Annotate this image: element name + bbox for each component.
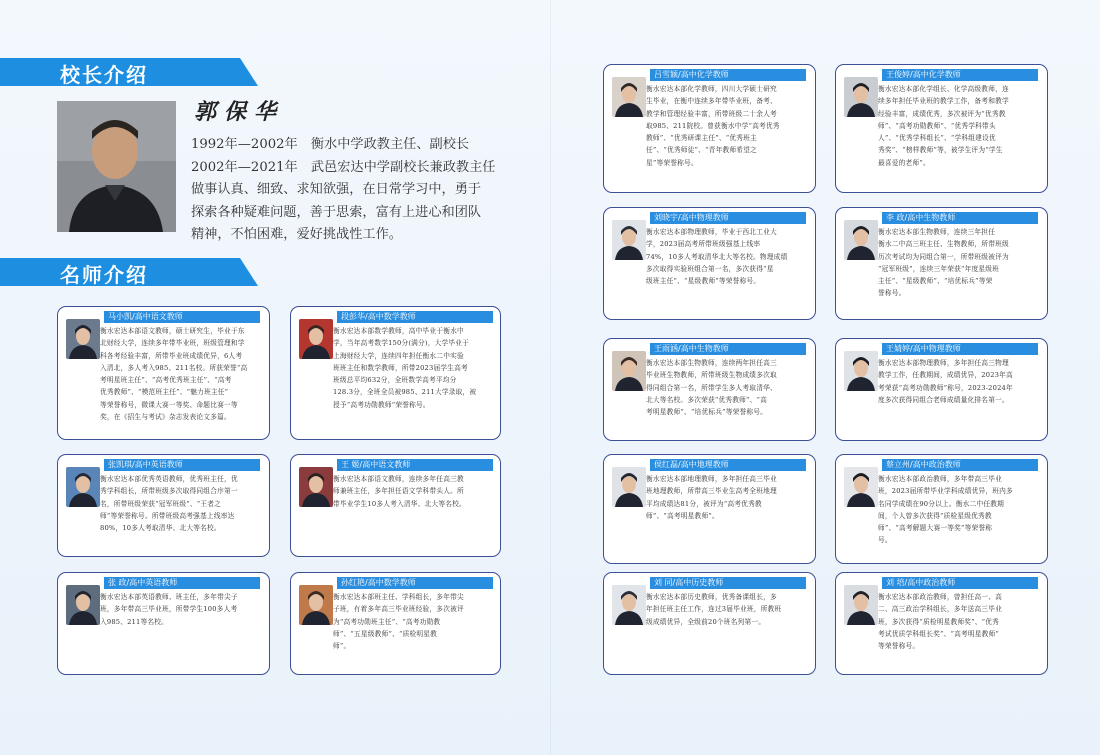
teacher-name-tag: 李 政/高中生物教师 — [882, 212, 1038, 224]
teacher-description-line: 秀奖”、“榜样教师”等，被学生评为“学生 — [878, 146, 1003, 155]
teacher-description-line: 衡水宏达本部化学组长、化学高级教师，连 — [878, 85, 1009, 93]
teacher-description-line: 教学工作，任教期间，成绩优异，2023年高 — [878, 371, 1013, 380]
teacher-name-tag: 王雨涵/高中生物教师 — [650, 343, 806, 355]
teacher-description-line: 衡水宏达本部物理教师，多年担任高三物理 — [878, 359, 1009, 367]
teacher-name-tag: 侯红磊/高中地理教师 — [650, 459, 806, 471]
teacher-card — [603, 572, 816, 675]
teacher-description-line: 衡水宏达本部语文教师，连续多年任高三教 — [333, 475, 464, 483]
teacher-card — [603, 454, 816, 564]
teacher-description-line: 衡水二中高三班主任、生物教师，所带班级 — [878, 240, 1009, 249]
teacher-description-line: 得同组合第一名，所带学生多人考取清华、 — [646, 383, 777, 392]
teacher-photo — [612, 585, 646, 625]
teacher-description-line: 级成绩优异，全级前20个班名列第一。 — [646, 617, 766, 626]
teacher-description-line: 入985、211等名校。 — [100, 617, 169, 626]
teacher-description-line: 教学和管理经验丰富，所带班级二十余人考 — [646, 109, 777, 118]
teacher-description — [646, 357, 811, 418]
teacher-description-line: 74%，10多人考取清华北大等名校。物理成绩 — [646, 252, 788, 261]
principal-name: 郭保华 — [194, 99, 285, 125]
page-fold — [550, 0, 551, 755]
teacher-name-tag: 段彭华/高中数学教师 — [337, 311, 493, 323]
teacher-description-line: 衡水宏达本部历史教师，优秀备课组长，多 — [646, 593, 777, 601]
teacher-card — [835, 64, 1048, 193]
teacher-description-line: 128.3分，全班全员被985、211大学录取，被 — [333, 388, 477, 397]
teacher-name-tag: 吕雪颖/高中化学教师 — [650, 69, 806, 81]
principal-bio-line: 1992年—2002年 衡水中学政教主任、副校长 — [191, 137, 470, 152]
teacher-photo — [844, 351, 878, 391]
teacher-description-line: 级班主任”、“星级教师”等荣誉称号。 — [646, 277, 761, 286]
teacher-description-line: 秀学科组长，所带班级多次取得同组合序第一 — [100, 487, 238, 496]
teacher-description-line: 考明星班主任”、“高考优秀班主任”、“高考 — [100, 376, 232, 385]
teacher-description-line: 衡水宏达本部政治教师，曾担任高一、高 — [878, 593, 1002, 601]
teachers-section-heading: 名师介绍 — [60, 263, 148, 287]
teacher-description-line: 衡水宏达本部英语教师、班主任，多年带尖子 — [100, 593, 238, 601]
teacher-name-tag: 张凯琪/高中英语教师 — [104, 459, 260, 471]
teacher-description-line: 多次取得实验班组合第一名，多次获得“星 — [646, 264, 774, 273]
teacher-description-line: 衡水宏达本部地理教师，多年担任高三毕业 — [646, 475, 777, 483]
teacher-card — [57, 306, 270, 440]
teacher-description — [333, 325, 496, 411]
teacher-card — [835, 572, 1048, 675]
teacher-description-line: 北大等名校。多次荣获“优秀教师”、“高 — [646, 395, 768, 404]
teacher-description-line: 续多年担任毕业班的教学工作，备考和教学 — [878, 97, 1009, 106]
teacher-description — [100, 325, 265, 423]
teacher-description-line: 为“高考功勋班主任”、“高考功勋教 — [333, 617, 441, 626]
teacher-description-line: 师”等荣誉称号。所带班级高考强基上线率达 — [100, 511, 235, 520]
teacher-description-line: 班级总平均632分，全班数学高考平均分 — [333, 376, 457, 385]
teacher-description-line: 经验丰富，成绩优秀，多次被评为“优秀教 — [878, 109, 1006, 118]
teacher-description-line: 科各考经验丰富，所带毕业班成绩优异，6人考 — [100, 351, 243, 360]
teacher-description-line: 奖，在《招生与考试》杂志发表论文多篇。 — [100, 413, 231, 422]
principal-section-heading: 校长介绍 — [60, 63, 148, 87]
teacher-description — [333, 473, 496, 510]
teacher-description-line: 北财经大学，连续多年带毕业班，班级管理和学 — [100, 339, 245, 348]
teacher-description — [878, 473, 1043, 547]
teacher-description-line: 人”、“优秀学科组长”、“学科组建设优 — [878, 134, 996, 143]
teacher-description-line: 师”、“高考明星教师”。 — [646, 511, 719, 520]
teacher-name-tag: 刘晓宇/高中物理教师 — [650, 212, 806, 224]
teacher-description — [878, 357, 1043, 406]
teacher-description-line: 80%，10多人考取清华、北大等名校。 — [100, 524, 221, 533]
principal-bio — [191, 134, 501, 247]
teacher-description-line: 教师”、“优秀研课主任”、“优秀班主 — [646, 134, 757, 143]
teacher-description-line: 入清北，多人考入985、211名校。所获荣誉“高 — [100, 363, 248, 372]
teacher-description-line: 学，当年高考数学150分(满分)，大学毕业于 — [333, 339, 470, 348]
teacher-card — [603, 338, 816, 441]
teacher-description-line: 名，所带班级荣获“冠军班级”、“王者之 — [100, 499, 222, 508]
teacher-photo — [299, 585, 333, 625]
teacher-description-line: 衡水宏达本部生物教师，连续两年担任高三 — [646, 359, 777, 367]
teacher-photo — [66, 585, 100, 625]
teacher-description-line: 带毕业学生10多人考入清华、北大等名校。 — [333, 499, 466, 508]
teachers-section-banner — [0, 258, 258, 286]
teacher-description-line: 师”、“五星级教师”、“质检明星教 — [333, 629, 438, 638]
teacher-photo — [612, 467, 646, 507]
teacher-description — [878, 591, 1043, 652]
teacher-description-line: 誉称号。 — [878, 289, 906, 298]
teacher-description-line: 衡水宏达本部班主任、学科组长，多年带尖 — [333, 593, 464, 601]
teacher-description — [878, 83, 1043, 169]
teacher-description-line: 名同学成绩在90分以上。衡水二中任教期 — [878, 499, 1004, 508]
teacher-description — [646, 473, 811, 522]
teacher-name-tag: 张 政/高中英语教师 — [104, 577, 260, 589]
teacher-name-tag: 蔡立州/高中政治教师 — [882, 459, 1038, 471]
teacher-description — [646, 226, 811, 287]
teacher-description-line: 等荣誉称号，微课大赛一等奖、命题比赛一等 — [100, 400, 238, 409]
teacher-description-line: 等荣誉称号。 — [878, 642, 920, 651]
teacher-name-tag: 王俊婷/高中化学教师 — [882, 69, 1038, 81]
teacher-description-line: 授予“高考功勋教师”荣誉称号。 — [333, 400, 430, 409]
teacher-description-line: 星”等荣誉称号。 — [646, 158, 698, 167]
teacher-description-line: 班班主任和数学教师，所带2023届学生高考 — [333, 363, 468, 372]
teacher-description-line: 考试优质学科组长奖”、“高考明星教师” — [878, 629, 1000, 638]
teacher-card — [835, 207, 1048, 320]
teacher-photo — [612, 77, 646, 117]
principal-section-banner — [0, 58, 258, 86]
teacher-description-line: 取985、211院校。曾获衡水中学“高考优秀 — [646, 121, 780, 130]
teacher-description — [878, 226, 1043, 300]
teacher-description-line: 间，个人曾多次获得“质检星级优秀教 — [878, 511, 992, 520]
teacher-photo — [844, 467, 878, 507]
teacher-description — [100, 591, 265, 628]
principal-bio-line: 探索各种疑难问题，善于思索，富有上进心和团队 — [191, 204, 482, 220]
teacher-name-tag: 王婧婷/高中物理教师 — [882, 343, 1038, 355]
teacher-description — [100, 473, 265, 534]
teacher-photo — [844, 585, 878, 625]
teacher-card — [835, 338, 1048, 441]
teacher-description-line: 生毕业，在衡中连续多年带毕业班，备考、 — [646, 97, 777, 106]
teacher-card — [290, 454, 501, 557]
teacher-description-line: 度多次获得同组合老师成绩量化排名第一。 — [878, 395, 1009, 404]
teacher-description-line: 号。 — [878, 536, 892, 545]
teacher-description-line: 优秀教师”、“模范班主任”、“魅力班主任” — [100, 388, 229, 397]
teacher-card — [603, 64, 816, 193]
teacher-photo — [299, 467, 333, 507]
principal-bio-line: 做事认真、细致、求知欲强，在日常学习中，勇于 — [191, 182, 482, 197]
teacher-photo — [612, 220, 646, 260]
teacher-description-line: 毕业班生物教师，所带班级生物成绩多次取 — [646, 371, 777, 380]
teacher-name-tag: 刘 同/高中历史教师 — [650, 577, 806, 589]
teacher-description-line: 上海财经大学，连续四年担任衡水二中实验 — [333, 351, 464, 360]
teacher-description-line: 师”、“高考功勋教师”、“优秀学科带头 — [878, 121, 996, 130]
teacher-description-line: 平均成绩达81分，被评为“高考优秀教 — [646, 499, 762, 508]
teacher-description-line: “冠军班级”，连续三年荣获“年度星级班 — [878, 264, 1000, 273]
teacher-description-line: 考荣获“高考功勋教师”称号，2023-2024年 — [878, 383, 1013, 392]
teacher-card — [835, 454, 1048, 564]
teacher-name-tag: 刘 培/高中政治教师 — [882, 577, 1038, 589]
teacher-photo — [612, 351, 646, 391]
teacher-description — [646, 591, 811, 628]
teacher-description-line: 衡水宏达本部优秀英语教师，优秀班主任，优 — [100, 475, 238, 483]
teacher-description-line: 主任”、“星级教师”、“培优标兵”等荣 — [878, 277, 993, 286]
teacher-description — [333, 591, 496, 652]
teacher-name-tag: 马小凯/高中语文教师 — [104, 311, 260, 323]
teacher-description-line: 考明星教师”、“培优标兵”等荣誉称号。 — [646, 408, 768, 417]
teacher-description-line: 班，2023届所带毕业学科成绩优异，班内多 — [878, 487, 1013, 496]
teacher-photo — [66, 467, 100, 507]
teacher-card — [290, 306, 501, 440]
teacher-description-line: 衡水宏达本部化学教师，四川大学硕士研究 — [646, 85, 777, 93]
principal-bio-line: 2002年—2021年 武邑宏达中学副校长兼政教主任 — [191, 159, 496, 175]
teacher-card — [290, 572, 501, 675]
teacher-photo — [844, 220, 878, 260]
teacher-description-line: 师兼班主任，多年担任语文学科带头人。所 — [333, 487, 464, 496]
teacher-photo — [299, 319, 333, 359]
teacher-photo — [66, 319, 100, 359]
teacher-description-line: 衡水宏达本部政治教师，多年带高三毕业 — [878, 475, 1002, 483]
teacher-description-line: 年担任班主任工作，连过3届毕业班，所教班 — [646, 605, 782, 614]
teacher-photo — [844, 77, 878, 117]
teacher-description-line: 衡水宏达本部物理教师，毕业于西北工业大 — [646, 228, 777, 236]
teacher-description-line: 子班，有着多年高三毕业班经验，多次被评 — [333, 605, 464, 614]
teacher-description — [646, 83, 811, 169]
teacher-name-tag: 王 姬/高中语文教师 — [337, 459, 493, 471]
teacher-description-line: 班，多年带高三毕业班，所带学生100多人考 — [100, 605, 238, 614]
teacher-name-tag: 孙红艳/高中数学教师 — [337, 577, 493, 589]
teacher-description-line: 衡水宏达本部生物教师，连续三年担任 — [878, 228, 996, 236]
principal-photo — [57, 101, 176, 232]
teacher-description-line: 衡水宏达本部数学教师，高中毕业于衡水中 — [333, 327, 464, 335]
teacher-description-line: 二、高三政治学科组长，多年送高三毕业 — [878, 605, 1002, 614]
teacher-description-line: 历次考试均为同组合第一，所带班级被评为 — [878, 252, 1009, 261]
teacher-description-line: 衡水宏达本部语文教师，硕士研究生，毕业于东 — [100, 327, 245, 335]
teacher-description-line: 学，2023届高考所带班级强基上线率 — [646, 240, 761, 249]
teacher-description-line: 班地理教师，所带高三毕业生高考全班地理 — [646, 487, 777, 496]
teacher-card — [57, 572, 270, 675]
teacher-description-line: 师”、“高考解题大赛一等奖”等荣誉称 — [878, 524, 993, 533]
principal-bio-line: 精神，不怕困难，爱好挑战性工作。 — [191, 227, 402, 242]
teacher-description-line: 任”、“优秀师徒”、“青年教师希望之 — [646, 146, 757, 155]
teacher-description-line: 师”。 — [333, 642, 351, 651]
teacher-card — [57, 454, 270, 557]
teacher-card — [603, 207, 816, 320]
teacher-description-line: 最喜爱的老师”。 — [878, 158, 930, 167]
teacher-description-line: 班，多次获得“质检明星教师奖”、“优秀 — [878, 617, 1000, 626]
